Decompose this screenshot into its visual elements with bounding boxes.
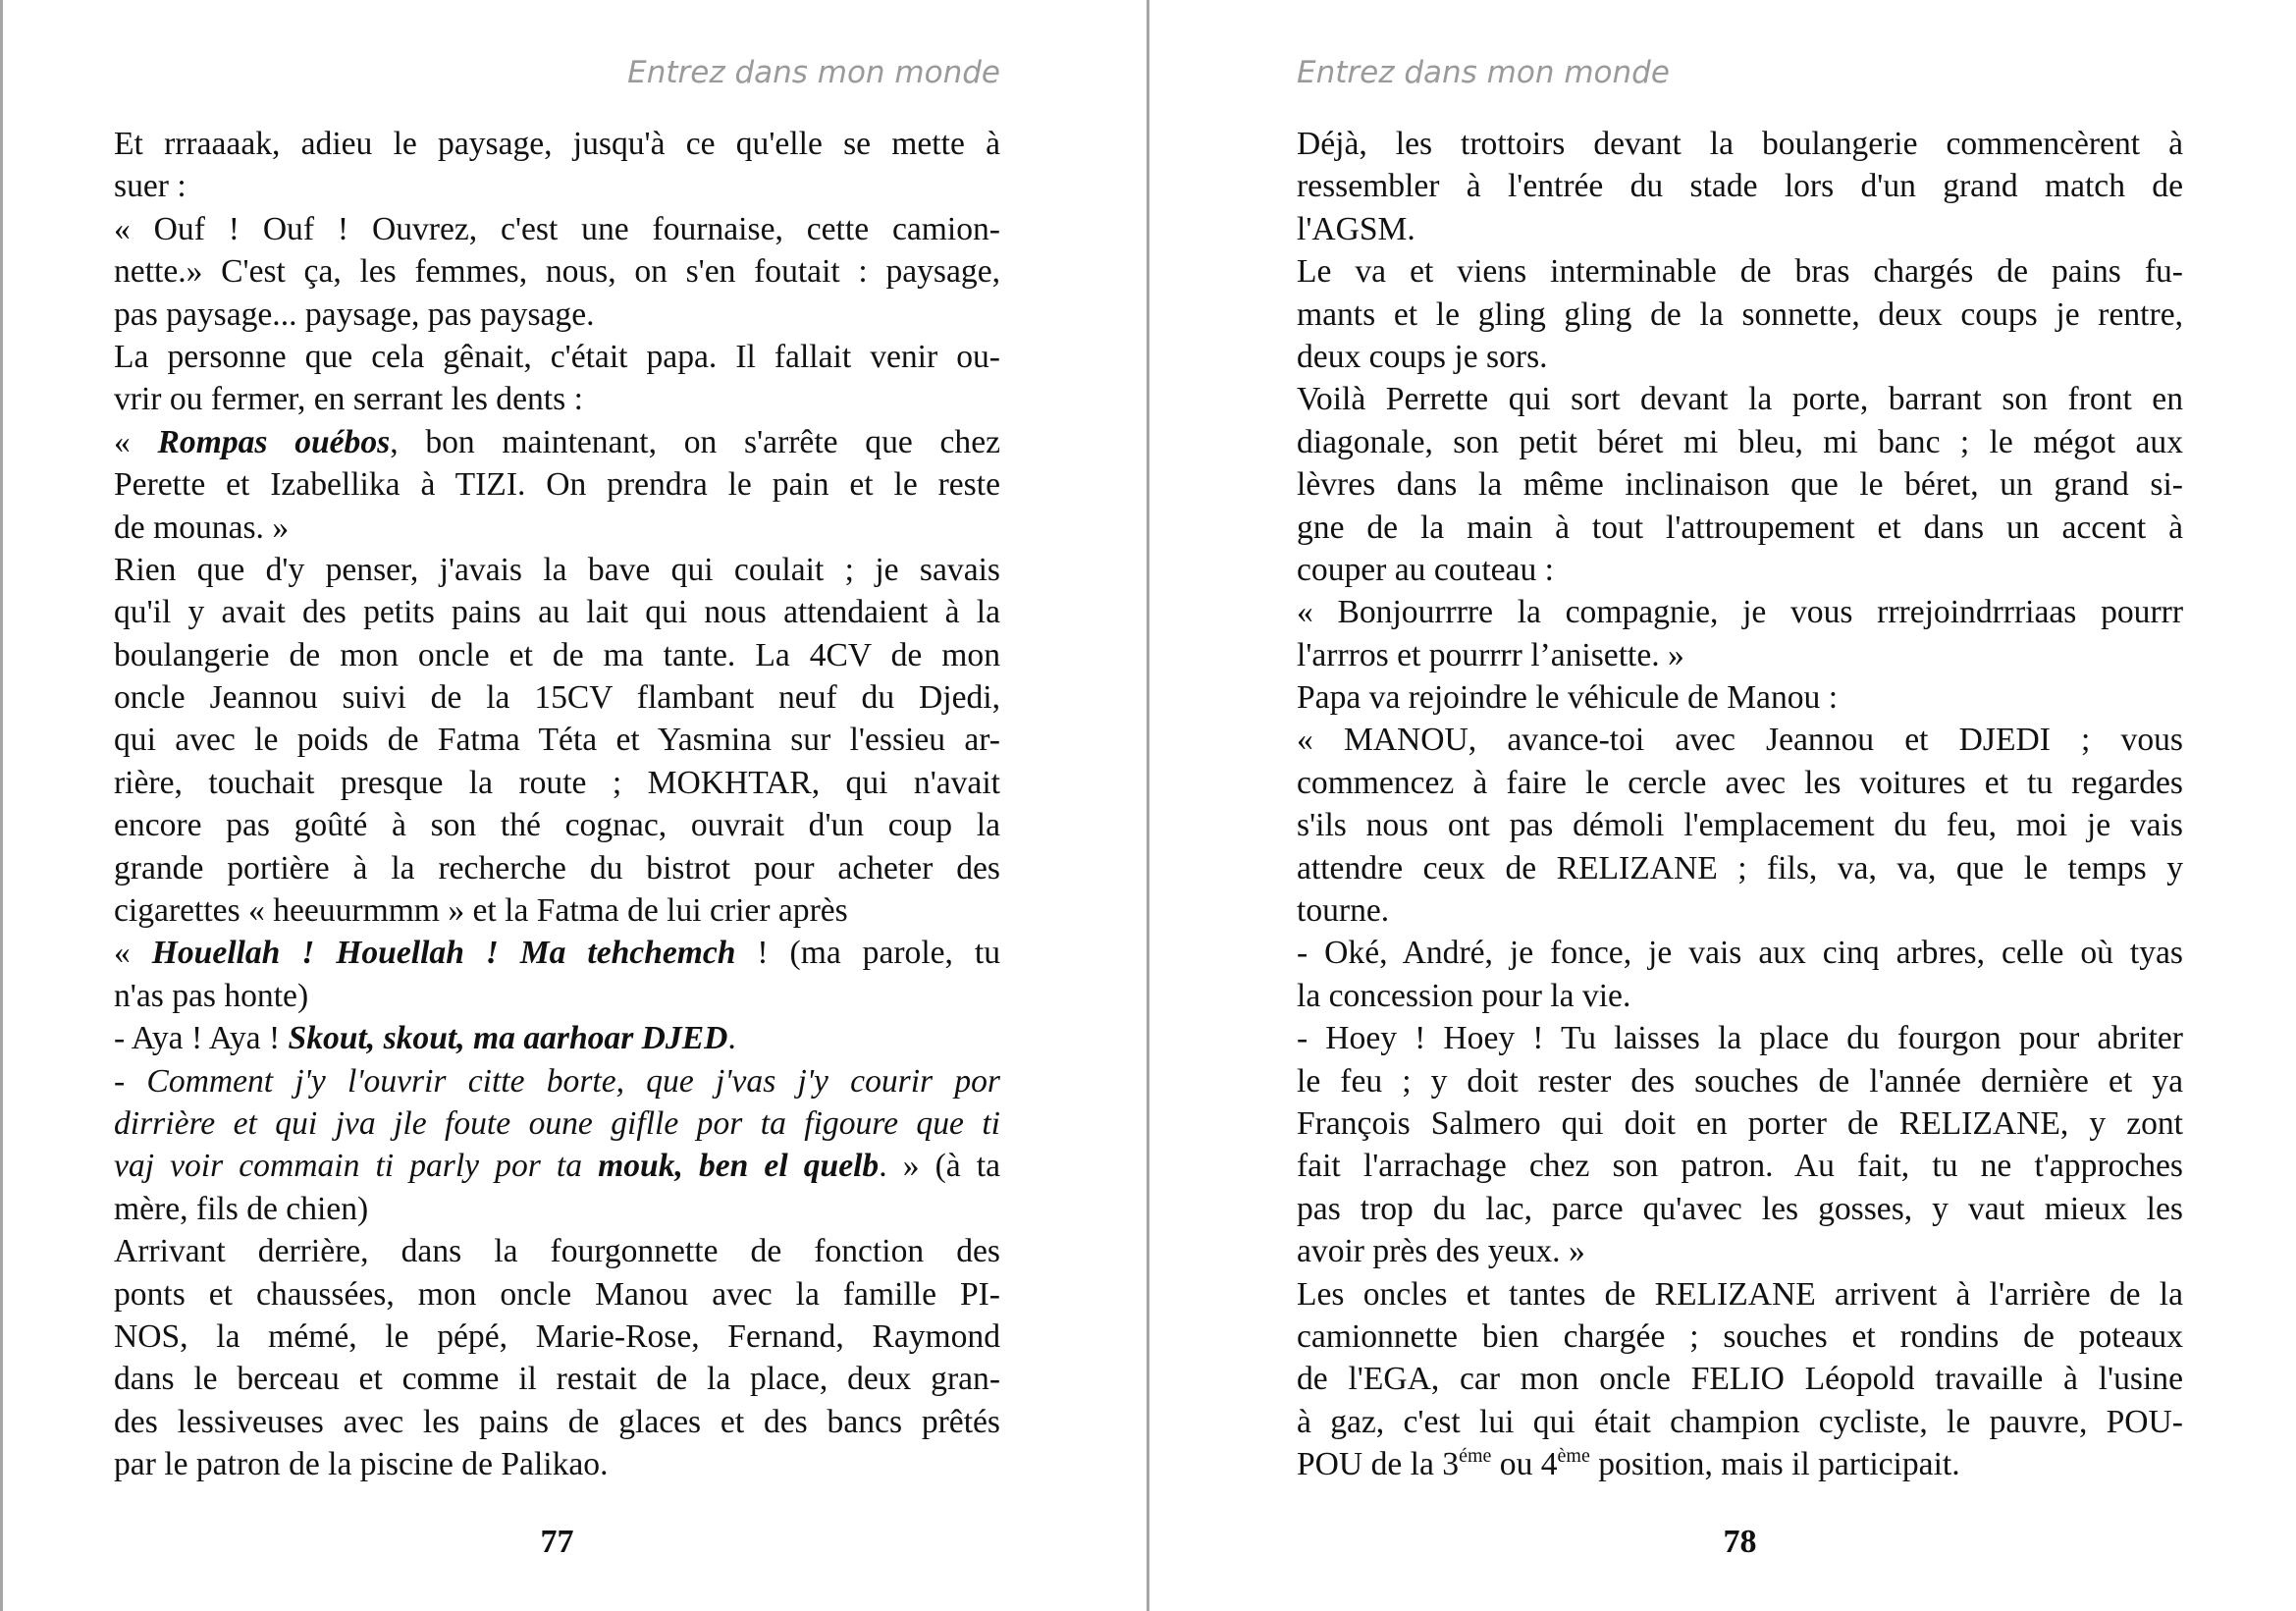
text-line <box>1297 421 2183 463</box>
text-line <box>114 1316 1000 1358</box>
text-run: l'AGSM. <box>1297 210 1415 247</box>
running-head-right: Entrez dans mon monde <box>1297 55 1670 90</box>
text-run: encore pas goûté à son thé cognac, ouvrait d'un coup la <box>114 807 1000 844</box>
text-line <box>114 463 1000 506</box>
text-run: . » (à ta <box>879 1148 1000 1185</box>
emphasis-run: - Comment j'y l'ouvrir citte borte, que j'vas j'y courir por <box>114 1062 1000 1100</box>
emphasis-run: dirrière et qui jva jle foute oune giflle por ta figoure que ti <box>114 1104 1000 1142</box>
text-line <box>114 1145 1000 1187</box>
text-line <box>1297 549 2183 591</box>
text-run: , bon maintenant, on s'arrête que chez <box>390 423 1000 460</box>
text-run: . <box>727 1020 736 1057</box>
text-run: commencez à faire le cercle avec les voitures et tu regardes <box>1297 764 2183 801</box>
text-run: Et rrraaaak, adieu le paysage, jusqu'à ce qu'elle se mette à <box>114 126 1000 162</box>
book-gutter <box>1147 0 1149 1611</box>
text-run: la concession pour la vie. <box>1297 977 1631 1014</box>
text-line <box>1297 1017 2183 1059</box>
page-number-left: 77 <box>540 1524 574 1560</box>
text-line <box>114 634 1000 676</box>
text-run: des lessiveuses avec les pains de glaces et des bancs prêtés <box>114 1403 1000 1440</box>
text-line <box>1297 719 2183 761</box>
text-line <box>114 847 1000 889</box>
text-line <box>114 294 1000 336</box>
emphasis-run: ème <box>1557 1445 1590 1468</box>
text-run: - Aya ! Aya ! <box>114 1020 289 1057</box>
text-line <box>1297 889 2183 932</box>
text-run: ressembler à l'entrée du stade lors d'un grand match de <box>1297 168 2183 205</box>
text-run: Papa va rejoindre le véhicule de Manou : <box>1297 679 1839 717</box>
text-run: La personne que cela gênait, c'était papa. Il fallait venir ou- <box>114 338 1000 375</box>
text-line <box>1297 762 2183 804</box>
text-line <box>1297 336 2183 378</box>
text-run: rière, touchait presque la route ; MOKHTAR, qui n'avait <box>114 764 1000 801</box>
text-run: pas trop du lac, parce qu'avec les gosses, y vaut mieux les <box>1297 1190 2183 1227</box>
text-run: tourne. <box>1297 892 1390 930</box>
text-line <box>114 507 1000 549</box>
text-run: ! (ma parole, tu <box>735 935 1000 972</box>
text-line <box>1297 1401 2183 1443</box>
text-line <box>1297 1273 2183 1316</box>
emphasis-run: vaj voir commain ti parly por ta <box>114 1148 599 1185</box>
text-run: fait l'arrachage chez son patron. Au fait, tu ne t'approches <box>1297 1148 2183 1185</box>
text-run: Perette et Izabellika à TIZI. On prendra le pain et le reste <box>114 466 1000 504</box>
text-line <box>114 676 1000 719</box>
right-page <box>1297 0 2183 1611</box>
text-line <box>1297 1230 2183 1272</box>
text-run: le feu ; y doit rester des souches de l'année dernière et ya <box>1297 1062 2183 1100</box>
text-line <box>1297 1316 2183 1358</box>
text-line <box>1297 378 2183 420</box>
text-line <box>1297 932 2183 974</box>
text-run: « Ouf ! Ouf ! Ouvrez, c'est une fournaise, cette camion- <box>114 210 1000 247</box>
text-line <box>1297 507 2183 549</box>
text-run: gne de la main à tout l'attroupement et dans un accent à <box>1297 509 2183 546</box>
text-line <box>114 1102 1000 1145</box>
text-run: avoir près des yeux. » <box>1297 1233 1585 1270</box>
text-line <box>114 762 1000 804</box>
text-run: nette.» C'est ça, les femmes, nous, on s'en foutait : paysage, <box>114 253 1000 291</box>
text-run: Le va et viens interminable de bras chargés de pains fu- <box>1297 253 2183 291</box>
text-line <box>114 208 1000 250</box>
text-run: - Hoey ! Hoey ! Tu laisses la place du fourgon pour abriter <box>1297 1020 2183 1057</box>
text-line <box>114 1017 1000 1059</box>
text-line <box>114 932 1000 974</box>
text-line <box>114 336 1000 378</box>
text-line <box>1297 676 2183 719</box>
text-run: position, mais il participait. <box>1589 1446 1960 1483</box>
text-run: oncle Jeannou suivi de la 15CV flambant neuf du Djedi, <box>114 679 1000 717</box>
text-run: mère, fils de chien) <box>114 1190 369 1227</box>
text-run: ponts et chaussées, mon oncle Manou avec la famille PI- <box>114 1275 1000 1313</box>
emphasis-run: Skout, skout, ma aarhoar DJED <box>288 1020 728 1057</box>
text-run: n'as pas honte) <box>114 977 309 1014</box>
emphasis-run: Houellah ! Houellah ! Ma tehchemch <box>151 935 736 972</box>
text-run: « <box>114 935 152 972</box>
text-line <box>1297 804 2183 846</box>
text-line <box>114 1230 1000 1272</box>
text-line <box>114 1188 1000 1230</box>
text-line <box>114 123 1000 165</box>
text-run: Arrivant derrière, dans la fourgonnette de fonction des <box>114 1233 1000 1270</box>
text-run: dans le berceau et comme il restait de la place, deux gran- <box>114 1361 1000 1398</box>
text-run: boulangerie de mon oncle et de ma tante. La 4CV de mon <box>114 636 1000 673</box>
text-line <box>114 549 1000 591</box>
text-line <box>1297 1102 2183 1145</box>
text-run: lèvres dans la même inclinaison que le béret, un grand si- <box>1297 466 2183 504</box>
text-run: pas paysage... paysage, pas paysage. <box>114 295 595 333</box>
text-line <box>1297 294 2183 336</box>
text-run: Les oncles et tantes de RELIZANE arrivent à l'arrière de la <box>1297 1275 2183 1313</box>
right-page-body <box>1297 123 2183 1486</box>
text-run: grande portière à la recherche du bistrot pour acheter des <box>114 849 1000 886</box>
running-head-left: Entrez dans mon monde <box>627 55 1000 90</box>
text-line <box>1297 1443 2183 1485</box>
text-run: diagonale, son petit béret mi bleu, mi banc ; le mégot aux <box>1297 423 2183 460</box>
text-run: deux coups je sors. <box>1297 338 1548 375</box>
text-line <box>114 1358 1000 1400</box>
left-page <box>114 0 1000 1611</box>
text-run: de mounas. » <box>114 509 290 546</box>
text-line <box>114 165 1000 207</box>
text-line <box>114 975 1000 1017</box>
text-line <box>114 1273 1000 1316</box>
text-run: « Bonjourrrre la compagnie, je vous rrrejoindrrriaas pourrr <box>1297 594 2183 631</box>
text-run: couper au couteau : <box>1297 551 1554 588</box>
text-line <box>1297 250 2183 293</box>
text-line <box>1297 123 2183 165</box>
text-run: Rien que d'y penser, j'avais la bave qui coulait ; je savais <box>114 551 1000 588</box>
text-line <box>114 1401 1000 1443</box>
text-run: « <box>114 423 158 460</box>
text-run: s'ils nous ont pas démoli l'emplacement du feu, moi je vais <box>1297 807 2183 844</box>
text-run: suer : <box>114 168 187 205</box>
text-run: cigarettes « heeuurmmm » et la Fatma de lui crier après <box>114 892 848 930</box>
text-line <box>114 1443 1000 1485</box>
text-run: à gaz, c'est lui qui était champion cycliste, le pauvre, POU- <box>1297 1403 2183 1440</box>
page-edge <box>0 0 3 1611</box>
text-run: Voilà Perrette qui sort devant la porte, barrant son front en <box>1297 381 2183 418</box>
text-run: POU de la 3 <box>1297 1446 1460 1483</box>
text-line <box>1297 208 2183 250</box>
text-line <box>1297 1060 2183 1102</box>
text-run: - Oké, André, je fonce, je vais aux cinq arbres, celle où tyas <box>1297 935 2183 972</box>
text-run: par le patron de la piscine de Palikao. <box>114 1446 609 1483</box>
page-number-right: 78 <box>1723 1524 1757 1560</box>
text-line <box>1297 463 2183 506</box>
emphasis-run: Rompas ouébos <box>157 423 391 460</box>
text-line <box>114 378 1000 420</box>
text-line <box>114 889 1000 932</box>
text-run: l'arrros et pourrrr l’anisette. » <box>1297 636 1684 673</box>
text-run: mants et le gling gling de la sonnette, deux coups je rentre, <box>1297 295 2183 333</box>
emphasis-run: mouk, ben el quelb <box>598 1148 880 1185</box>
text-run: de l'EGA, car mon oncle FELIO Léopold travaille à l'usine <box>1297 1361 2183 1398</box>
text-run: attendre ceux de RELIZANE ; fils, va, va, que le temps y <box>1297 849 2183 886</box>
text-run: camionnette bien chargée ; souches et rondins de poteaux <box>1297 1317 2183 1355</box>
emphasis-run: éme <box>1459 1445 1492 1468</box>
text-line <box>114 421 1000 463</box>
text-line <box>1297 975 2183 1017</box>
text-line <box>1297 634 2183 676</box>
text-line <box>1297 1358 2183 1400</box>
text-run: NOS, la mémé, le pépé, Marie-Rose, Fernand, Raymond <box>114 1317 1000 1355</box>
text-run: ou 4 <box>1491 1446 1558 1483</box>
text-line <box>114 250 1000 293</box>
text-run: qu'il y avait des petits pains au lait qui nous attendaient à la <box>114 594 1000 631</box>
text-line <box>1297 165 2183 207</box>
text-line <box>1297 847 2183 889</box>
text-run: vrir ou fermer, en serrant les dents : <box>114 381 583 418</box>
text-line <box>114 804 1000 846</box>
text-run: Déjà, les trottoirs devant la boulangerie commencèrent à <box>1297 126 2183 162</box>
text-run: qui avec le poids de Fatma Téta et Yasmina sur l'essieu ar- <box>114 722 1000 759</box>
text-line <box>1297 1188 2183 1230</box>
left-page-body <box>114 123 1000 1486</box>
text-line <box>114 591 1000 633</box>
text-line <box>1297 591 2183 633</box>
text-line <box>114 719 1000 761</box>
text-line <box>114 1060 1000 1102</box>
text-run: « MANOU, avance-toi avec Jeannou et DJEDI ; vous <box>1297 722 2183 759</box>
text-line <box>1297 1145 2183 1187</box>
text-run: François Salmero qui doit en porter de RELIZANE, y zont <box>1297 1104 2183 1142</box>
